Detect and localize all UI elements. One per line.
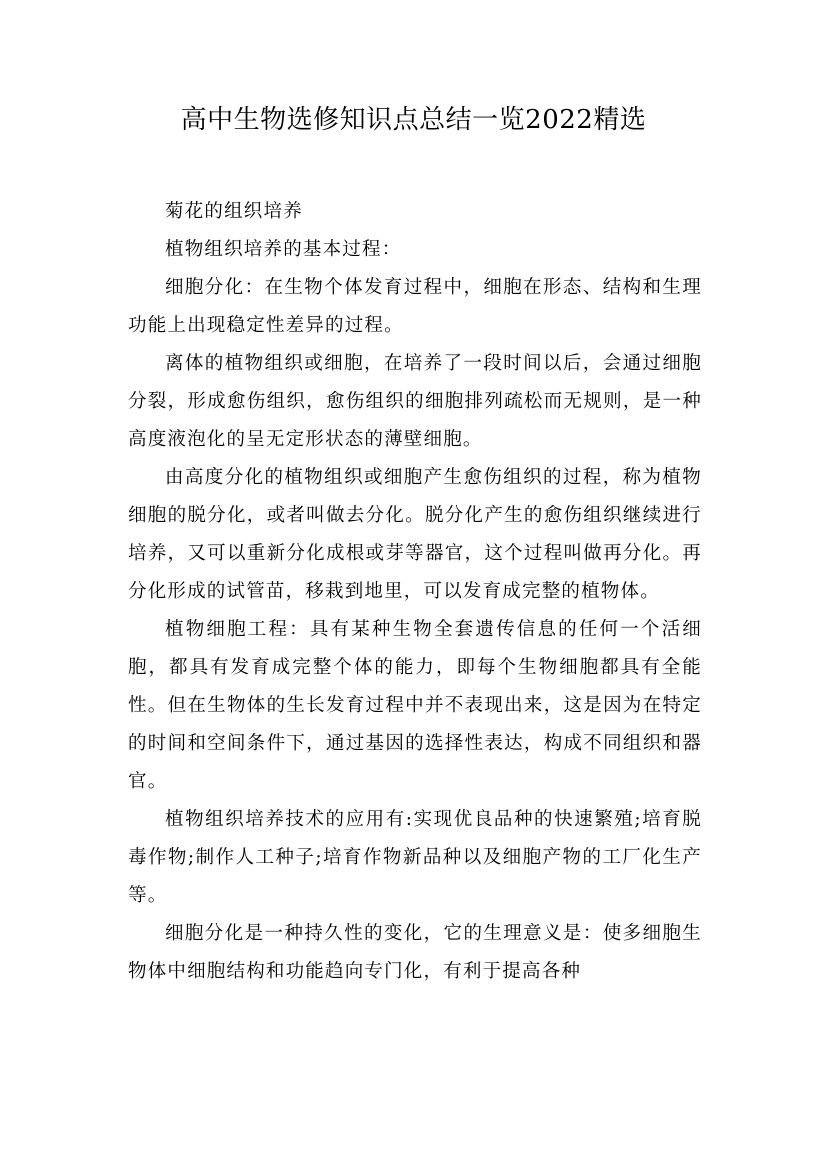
paragraph-callus-formation: 离体的植物组织或细胞，在培养了一段时间以后，会通过细胞分裂，形成愈伤组织，愈伤组织的细胞排列疏松而无规则，是一种高度液泡化的呈无定形状态的薄壁细胞。 [128,353,702,450]
paragraph-basic-process: 植物组织培养的基本过程： [165,239,402,260]
paragraph-applications: 植物组织培养技术的应用有:实现优良品种的快速繁殖;培育脱毒作物;制作人工种子;培育作物新品种以及细胞产物的工厂化生产等。 [128,809,702,906]
document-body [128,193,702,991]
paragraph-dedifferentiation: 由高度分化的植物组织或细胞产生愈伤组织的过程，称为植物细胞的脱分化，或者叫做去分化。脱分化产生的愈伤组织继续进行培养，又可以重新分化成根或芽等器官，这个过程叫做再分化。再分化形成的试管苗，移栽到地里，可以发育成完整的植物体。 [128,467,702,602]
document-title: 高中生物选修知识点总结一览2022精选 [180,105,647,135]
paragraph-physiological-significance: 细胞分化是一种持久性的变化，它的生理意义是：使多细胞生物体中细胞结构和功能趋向专门化，有利于提高各种 [128,923,702,982]
paragraph-cell-differentiation: 细胞分化：在生物个体发育过程中，细胞在形态、结构和生理功能上出现稳定性差异的过程。 [128,277,702,336]
paragraph-heading-chrysanthemum-culture: 菊花的组织培养 [165,201,303,222]
paragraph-plant-cell-engineering: 植物细胞工程：具有某种生物全套遗传信息的任何一个活细胞，都具有发育成完整个体的能力，即每个生物细胞都具有全能性。但在生物体的生长发育过程中并不表现出来，这是因为在特定的时间和空间条件下，通过基因的选择性表达，构成不同组织和器官。 [128,619,702,792]
